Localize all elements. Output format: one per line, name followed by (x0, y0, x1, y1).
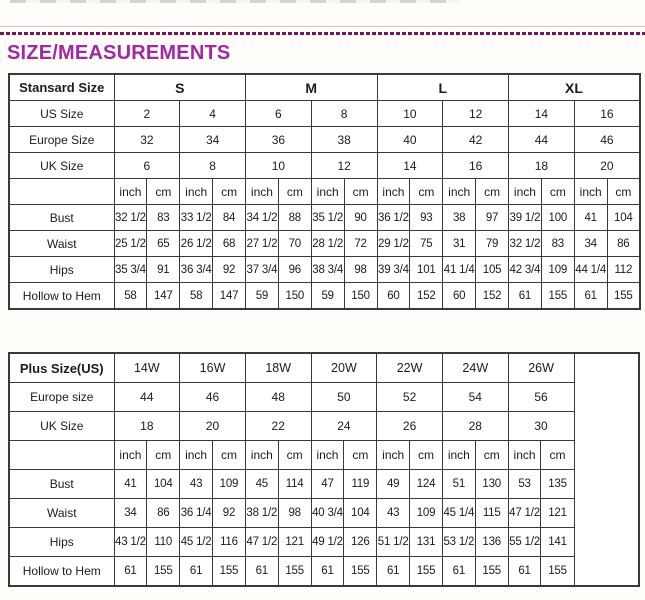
measurement-value: 40 3/4 (311, 499, 344, 528)
size-value: 14 (509, 101, 575, 127)
size-group-header: XL (509, 74, 641, 101)
measurement-value: 65 (147, 231, 180, 257)
measurement-value: 98 (278, 499, 311, 528)
row-label: Hollow to Hem (9, 557, 114, 587)
unit-header: inch (508, 441, 541, 470)
measurement-value: 39 3/4 (377, 257, 410, 283)
measurement-value: 155 (278, 557, 311, 587)
measurement-value: 115 (475, 499, 508, 528)
size-value: 34 (180, 127, 246, 153)
measurement-value: 110 (147, 528, 180, 557)
measurement-value: 43 1/2 (114, 528, 147, 557)
unit-header: inch (377, 441, 410, 470)
table-row (9, 383, 639, 412)
measurement-value: 34 1/2 (246, 205, 279, 231)
unit-header: cm (410, 441, 443, 470)
measurement-value: 109 (541, 257, 574, 283)
measurement-value: 49 1/2 (311, 528, 344, 557)
measurement-value: 61 (442, 557, 475, 587)
measurement-value: 75 (410, 231, 443, 257)
measurement-value: 104 (147, 470, 180, 499)
measurement-value: 68 (213, 231, 246, 257)
size-group-header: 24W (442, 353, 508, 383)
row-label: Europe Size (9, 127, 114, 153)
measurement-value: 91 (147, 257, 180, 283)
table-row (9, 231, 640, 257)
unit-header: inch (442, 441, 475, 470)
measurement-value: 92 (213, 257, 246, 283)
measurement-value: 61 (114, 557, 147, 587)
measurement-value: 150 (344, 283, 377, 310)
header-label: Plus Size(US) (9, 353, 114, 383)
measurement-value: 61 (377, 557, 410, 587)
measurement-value: 124 (410, 470, 443, 499)
measurement-value: 126 (344, 528, 377, 557)
measurement-value: 155 (541, 557, 574, 587)
table-row (9, 353, 639, 383)
row-label: Hips (9, 257, 114, 283)
measurement-value: 147 (147, 283, 180, 310)
unit-header: inch (245, 441, 278, 470)
table-row (9, 557, 639, 587)
size-value: 20 (574, 153, 640, 179)
size-group-header: 14W (114, 353, 180, 383)
size-value: 46 (180, 383, 246, 412)
measurement-value: 114 (278, 470, 311, 499)
measurement-value: 53 1/2 (442, 528, 475, 557)
unit-header: cm (147, 179, 180, 205)
row-label: Bust (9, 205, 114, 231)
measurement-value: 41 1/4 (443, 257, 476, 283)
size-value: 54 (442, 383, 508, 412)
row-label: Bust (9, 470, 114, 499)
size-value: 26 (377, 412, 443, 441)
unit-header: cm (278, 179, 311, 205)
measurement-value: 51 1/2 (377, 528, 410, 557)
unit-header: cm (541, 441, 574, 470)
size-value: 4 (180, 101, 246, 127)
row-label: Waist (9, 499, 114, 528)
measurement-value: 55 1/2 (508, 528, 541, 557)
measurement-value: 112 (607, 257, 640, 283)
row-label: US Size (9, 101, 114, 127)
table-row (9, 74, 640, 101)
table-row (9, 205, 640, 231)
unit-header: inch (377, 179, 410, 205)
table-row (9, 179, 640, 205)
measurement-value: 61 (509, 283, 542, 310)
measurement-value: 100 (541, 205, 574, 231)
measurement-value: 121 (541, 499, 574, 528)
size-value: 2 (114, 101, 180, 127)
measurement-value: 119 (344, 470, 377, 499)
size-value: 56 (508, 383, 574, 412)
measurement-value: 155 (213, 557, 246, 587)
measurement-value: 105 (476, 257, 509, 283)
row-label: UK Size (9, 153, 114, 179)
size-value: 18 (114, 412, 180, 441)
row-label: Hips (9, 528, 114, 557)
measurement-value: 109 (213, 470, 246, 499)
size-value: 22 (245, 412, 311, 441)
unit-header: cm (475, 441, 508, 470)
measurement-value: 37 3/4 (246, 257, 279, 283)
measurement-value: 86 (147, 499, 180, 528)
size-value: 48 (245, 383, 311, 412)
size-value: 38 (311, 127, 377, 153)
measurement-value: 61 (508, 557, 541, 587)
measurement-value: 88 (278, 205, 311, 231)
size-value: 10 (377, 101, 443, 127)
size-group-header: 18W (245, 353, 311, 383)
size-value: 44 (509, 127, 575, 153)
measurement-value: 155 (475, 557, 508, 587)
measurement-value: 35 1/2 (311, 205, 344, 231)
standard-size-table (8, 73, 641, 310)
size-value: 46 (574, 127, 640, 153)
table-row (9, 153, 640, 179)
unit-header: cm (607, 179, 640, 205)
unit-header: inch (574, 179, 607, 205)
measurement-value: 45 1/4 (442, 499, 475, 528)
measurement-value: 32 1/2 (114, 205, 147, 231)
size-value: 40 (377, 127, 443, 153)
measurement-value: 96 (278, 257, 311, 283)
measurement-value: 60 (377, 283, 410, 310)
measurement-value: 136 (475, 528, 508, 557)
measurement-value: 97 (476, 205, 509, 231)
size-group-header: S (114, 74, 246, 101)
measurement-value: 39 1/2 (509, 205, 542, 231)
size-value: 12 (311, 153, 377, 179)
measurement-value: 135 (541, 470, 574, 499)
row-label (9, 179, 114, 205)
plus-size-table (8, 352, 640, 587)
measurement-value: 101 (410, 257, 443, 283)
size-value: 30 (508, 412, 574, 441)
size-value: 52 (377, 383, 443, 412)
measurement-value: 44 1/4 (574, 257, 607, 283)
header-label: Stansard Size (9, 74, 114, 101)
measurement-value: 155 (410, 557, 443, 587)
table-row (9, 283, 640, 310)
measurement-value: 41 (114, 470, 147, 499)
measurement-value: 116 (213, 528, 246, 557)
measurement-value: 36 1/2 (377, 205, 410, 231)
size-value: 20 (180, 412, 246, 441)
size-group-header: 16W (180, 353, 246, 383)
measurement-value: 79 (476, 231, 509, 257)
row-label: Europe size (9, 383, 114, 412)
measurement-value: 43 (180, 470, 213, 499)
measurement-value: 61 (311, 557, 344, 587)
size-group-header: 22W (377, 353, 443, 383)
measurement-value: 92 (213, 499, 246, 528)
measurement-value: 34 (574, 231, 607, 257)
table-row (9, 101, 640, 127)
measurement-value: 26 1/2 (180, 231, 213, 257)
size-group-header: 26W (508, 353, 574, 383)
measurement-value: 47 (311, 470, 344, 499)
measurement-value: 59 (246, 283, 279, 310)
unit-header: cm (278, 441, 311, 470)
measurement-value: 84 (213, 205, 246, 231)
measurement-value: 53 (508, 470, 541, 499)
measurement-value: 83 (147, 205, 180, 231)
table-row (9, 528, 639, 557)
measurement-value: 43 (377, 499, 410, 528)
measurement-value: 93 (410, 205, 443, 231)
size-value: 10 (246, 153, 312, 179)
dashed-divider (0, 32, 645, 35)
measurement-value: 38 (443, 205, 476, 231)
row-label: Hollow to Hem (9, 283, 114, 310)
measurement-value: 59 (311, 283, 344, 310)
measurement-value: 152 (476, 283, 509, 310)
measurement-value: 42 3/4 (509, 257, 542, 283)
table-row (9, 470, 639, 499)
size-value: 14 (377, 153, 443, 179)
measurement-value: 45 1/2 (180, 528, 213, 557)
row-label (9, 441, 114, 470)
measurement-value: 58 (180, 283, 213, 310)
horizontal-divider (0, 26, 645, 27)
measurement-value: 49 (377, 470, 410, 499)
measurement-value: 36 3/4 (180, 257, 213, 283)
measurement-value: 83 (541, 231, 574, 257)
measurement-value: 41 (574, 205, 607, 231)
unit-header: inch (443, 179, 476, 205)
size-value: 50 (311, 383, 377, 412)
unit-header: inch (311, 179, 344, 205)
unit-header: cm (344, 179, 377, 205)
measurement-value: 58 (114, 283, 147, 310)
size-value: 18 (509, 153, 575, 179)
measurement-value: 32 1/2 (509, 231, 542, 257)
unit-header: cm (147, 441, 180, 470)
measurement-value: 38 3/4 (311, 257, 344, 283)
measurement-value: 147 (213, 283, 246, 310)
measurement-value: 72 (344, 231, 377, 257)
row-label: UK Size (9, 412, 114, 441)
measurement-value: 141 (541, 528, 574, 557)
unit-header: cm (476, 179, 509, 205)
page-title: SIZE/MEASUREMENTS (7, 42, 231, 64)
unit-header: inch (509, 179, 542, 205)
measurement-value: 109 (410, 499, 443, 528)
measurement-value: 38 1/2 (245, 499, 278, 528)
table-row (9, 412, 639, 441)
unit-header: cm (410, 179, 443, 205)
measurement-value: 98 (344, 257, 377, 283)
measurement-value: 51 (442, 470, 475, 499)
size-value: 16 (574, 101, 640, 127)
measurement-value: 33 1/2 (180, 205, 213, 231)
table-row (9, 499, 639, 528)
measurement-value: 35 3/4 (114, 257, 147, 283)
size-value: 42 (443, 127, 509, 153)
measurement-value: 34 (114, 499, 147, 528)
measurement-value: 61 (245, 557, 278, 587)
table-row (9, 127, 640, 153)
measurement-value: 36 1/4 (180, 499, 213, 528)
measurement-value: 29 1/2 (377, 231, 410, 257)
unit-header: inch (311, 441, 344, 470)
size-value: 6 (246, 101, 312, 127)
unit-header: cm (213, 179, 246, 205)
unit-header: cm (213, 441, 246, 470)
measurement-value: 155 (541, 283, 574, 310)
measurement-value: 155 (607, 283, 640, 310)
measurement-value: 27 1/2 (246, 231, 279, 257)
unit-header: cm (541, 179, 574, 205)
size-group-header: M (246, 74, 378, 101)
unit-header: inch (180, 179, 213, 205)
measurement-value: 47 1/2 (245, 528, 278, 557)
unit-header: inch (114, 441, 147, 470)
size-value: 24 (311, 412, 377, 441)
measurement-value: 155 (344, 557, 377, 587)
measurement-value: 104 (607, 205, 640, 231)
table-row (9, 257, 640, 283)
size-value: 32 (114, 127, 180, 153)
size-value: 44 (114, 383, 180, 412)
size-group-header: 20W (311, 353, 377, 383)
measurement-value: 86 (607, 231, 640, 257)
measurement-value: 130 (475, 470, 508, 499)
size-value: 12 (443, 101, 509, 127)
measurement-value: 61 (574, 283, 607, 310)
measurement-value: 61 (180, 557, 213, 587)
measurement-value: 28 1/2 (311, 231, 344, 257)
measurement-value: 152 (410, 283, 443, 310)
cropped-text-remnant (10, 0, 460, 3)
size-value: 16 (443, 153, 509, 179)
measurement-value: 155 (147, 557, 180, 587)
measurement-value: 47 1/2 (508, 499, 541, 528)
measurement-value: 121 (278, 528, 311, 557)
size-value: 8 (180, 153, 246, 179)
size-value: 8 (311, 101, 377, 127)
measurement-value: 31 (443, 231, 476, 257)
empty-column (574, 353, 639, 586)
size-value: 36 (246, 127, 312, 153)
unit-header: inch (114, 179, 147, 205)
size-value: 28 (442, 412, 508, 441)
size-value: 6 (114, 153, 180, 179)
size-group-header: L (377, 74, 509, 101)
row-label: Waist (9, 231, 114, 257)
unit-header: inch (246, 179, 279, 205)
measurement-value: 25 1/2 (114, 231, 147, 257)
measurement-value: 90 (344, 205, 377, 231)
measurement-value: 60 (443, 283, 476, 310)
unit-header: inch (180, 441, 213, 470)
measurement-value: 70 (278, 231, 311, 257)
measurement-value: 45 (245, 470, 278, 499)
measurement-value: 150 (278, 283, 311, 310)
table-row (9, 441, 639, 470)
measurement-value: 104 (344, 499, 377, 528)
unit-header: cm (344, 441, 377, 470)
measurement-value: 131 (410, 528, 443, 557)
